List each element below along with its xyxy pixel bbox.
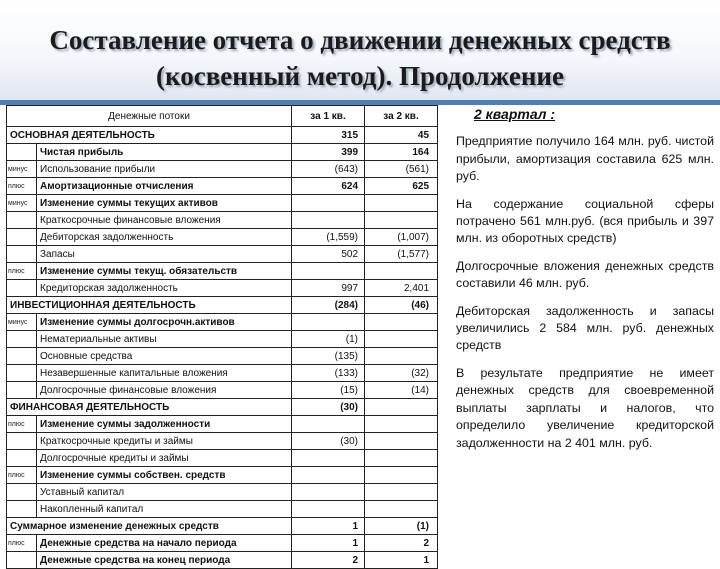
- header-q2: за 2 кв.: [365, 106, 438, 127]
- q1-value: 1: [292, 535, 365, 552]
- q1-value: 315: [292, 127, 365, 144]
- table-row: [7, 229, 438, 246]
- row-sign-marker: [7, 212, 37, 229]
- q2-value: [365, 348, 438, 365]
- q2-value: [365, 416, 438, 433]
- q1-value: 624: [292, 178, 365, 195]
- commentary-panel: [456, 106, 714, 462]
- q2-value: [365, 501, 438, 518]
- row-sign-marker: [7, 229, 37, 246]
- q2-value: [365, 314, 438, 331]
- q2-value: (561): [365, 161, 438, 178]
- table-row: [7, 161, 438, 178]
- row-label: Запасы: [37, 246, 292, 263]
- q1-value: 502: [292, 246, 365, 263]
- q1-value: (15): [292, 382, 365, 399]
- q2-value: 2: [365, 535, 438, 552]
- row-label: Краткосрочные кредиты и займы: [37, 433, 292, 450]
- table-row: [7, 365, 438, 382]
- row-label: Изменение суммы текущих активов: [37, 195, 292, 212]
- cash-flow-table-body: [7, 106, 438, 569]
- row-sign-marker: плюс: [7, 416, 37, 433]
- slide-title: Составление отчета о движении денежных средств (косвенный метод). Продолжение: [49, 25, 671, 91]
- q2-value: [365, 433, 438, 450]
- row-label: ОСНОВНАЯ ДЕЯТЕЛЬНОСТЬ: [7, 127, 292, 144]
- q2-value: [365, 467, 438, 484]
- q1-value: [292, 501, 365, 518]
- row-sign-marker: [7, 246, 37, 263]
- q2-value: (1,577): [365, 246, 438, 263]
- row-sign-marker: [7, 450, 37, 467]
- q1-value: (1,559): [292, 229, 365, 246]
- q2-value: [365, 212, 438, 229]
- row-label: Денежные средства на конец периода: [37, 552, 292, 569]
- table-row: [7, 348, 438, 365]
- q2-value: 164: [365, 144, 438, 161]
- q1-value: 997: [292, 280, 365, 297]
- row-sign-marker: минус: [7, 195, 37, 212]
- row-label: Незавершенные капитальные вложения: [37, 365, 292, 382]
- row-sign-marker: плюс: [7, 535, 37, 552]
- q2-value: 625: [365, 178, 438, 195]
- q1-value: [292, 195, 365, 212]
- q1-value: (135): [292, 348, 365, 365]
- row-label: Использование прибыли: [37, 161, 292, 178]
- table-row: [7, 280, 438, 297]
- table-row: [7, 433, 438, 450]
- row-label: Долгосрочные кредиты и займы: [37, 450, 292, 467]
- q1-value: [292, 212, 365, 229]
- row-sign-marker: плюс: [7, 178, 37, 195]
- row-label: Изменение суммы собствен. средств: [37, 467, 292, 484]
- row-label: Денежные средства на начало периода: [37, 535, 292, 552]
- table-row: [7, 382, 438, 399]
- row-sign-marker: [7, 365, 37, 382]
- table-row: [7, 144, 438, 161]
- row-label: Изменение суммы текущ. обязательств: [37, 263, 292, 280]
- q2-value: [365, 399, 438, 416]
- row-sign-marker: минус: [7, 161, 37, 178]
- q1-value: 2: [292, 552, 365, 569]
- row-sign-marker: [7, 280, 37, 297]
- row-label: Дебиторская задолженность: [37, 229, 292, 246]
- header-cash-flows: Денежные потоки: [7, 106, 292, 127]
- q1-value: (643): [292, 161, 365, 178]
- row-label: Суммарное изменение денежных средств: [7, 518, 292, 535]
- q1-value: [292, 450, 365, 467]
- commentary-paragraph: В результате предприятие не имеет денежных средств для своевременной выплаты зарплаты и налогов, что определило увеличение кредиторской задолженности на 2 401 млн. руб.: [456, 365, 714, 450]
- row-sign-marker: минус: [7, 314, 37, 331]
- table-row: [7, 263, 438, 280]
- commentary-paragraph: Дебиторская задолженность и запасы увеличились 2 584 млн. руб. денежных средств: [456, 303, 714, 353]
- commentary-paragraphs: [456, 133, 714, 452]
- row-label: Изменение суммы долгосрочн.активов: [37, 314, 292, 331]
- q1-value: (30): [292, 433, 365, 450]
- row-label: Основные средства: [37, 348, 292, 365]
- q1-value: [292, 263, 365, 280]
- row-label: Изменение суммы задолженности: [37, 416, 292, 433]
- table-section-row: [7, 518, 438, 535]
- table-row: [7, 535, 438, 552]
- q2-value: [365, 195, 438, 212]
- table-row: [7, 178, 438, 195]
- commentary-paragraph: Долгосрочные вложения денежных средств составили 46 млн. руб.: [456, 258, 714, 291]
- row-label: Краткосрочные финансовые вложения: [37, 212, 292, 229]
- row-sign-marker: [7, 484, 37, 501]
- table-section-row: [7, 127, 438, 144]
- q2-value: (1,007): [365, 229, 438, 246]
- q1-value: (133): [292, 365, 365, 382]
- table-row: [7, 246, 438, 263]
- q2-value: 1: [365, 552, 438, 569]
- table-row: [7, 467, 438, 484]
- q2-value: (1): [365, 518, 438, 535]
- table-row: [7, 484, 438, 501]
- q2-value: (32): [365, 365, 438, 382]
- row-sign-marker: плюс: [7, 467, 37, 484]
- q1-value: [292, 314, 365, 331]
- row-sign-marker: [7, 348, 37, 365]
- q2-value: [365, 450, 438, 467]
- commentary-paragraph: Предприятие получило 164 млн. руб. чистой прибыли, амортизация составила 625 млн. руб.: [456, 134, 714, 184]
- row-sign-marker: [7, 433, 37, 450]
- q2-value: [365, 484, 438, 501]
- row-sign-marker: [7, 382, 37, 399]
- table-row: [7, 552, 438, 569]
- q1-value: [292, 467, 365, 484]
- row-label: ИНВЕСТИЦИОННАЯ ДЕЯТЕЛЬНОСТЬ: [7, 297, 292, 314]
- table-section-row: [7, 297, 438, 314]
- cash-flow-table: [6, 105, 438, 569]
- row-label: Накопленный капитал: [37, 501, 292, 518]
- row-sign-marker: [7, 552, 37, 569]
- table-row: [7, 450, 438, 467]
- commentary-heading: 2 квартал :: [474, 106, 556, 122]
- q2-value: (46): [365, 297, 438, 314]
- row-label: Кредиторская задолженность: [37, 280, 292, 297]
- table-row: [7, 195, 438, 212]
- q1-value: 1: [292, 518, 365, 535]
- q1-value: [292, 484, 365, 501]
- row-label: Нематериальные активы: [37, 331, 292, 348]
- q1-value: [292, 416, 365, 433]
- table-row: [7, 314, 438, 331]
- table-row: [7, 212, 438, 229]
- table-section-row: [7, 399, 438, 416]
- row-label: Уставный капитал: [37, 484, 292, 501]
- row-label: Долгосрочные финансовые вложения: [37, 382, 292, 399]
- commentary-paragraph: На содержание социальной сферы потрачено 561 млн.руб. (вся прибыль и 397 млн. из оборотных средств): [456, 196, 714, 246]
- q2-value: [365, 263, 438, 280]
- table-row: [7, 416, 438, 433]
- row-sign-marker: [7, 501, 37, 518]
- q1-value: (284): [292, 297, 365, 314]
- table-header-row: [7, 106, 438, 127]
- row-sign-marker: плюс: [7, 263, 37, 280]
- row-label: ФИНАНСОВАЯ ДЕЯТЕЛЬНОСТЬ: [7, 399, 292, 416]
- table-row: [7, 501, 438, 518]
- table-row: [7, 331, 438, 348]
- header-q1: за 1 кв.: [292, 106, 365, 127]
- row-label: Чистая прибыль: [37, 144, 292, 161]
- q2-value: (14): [365, 382, 438, 399]
- q2-value: [365, 331, 438, 348]
- q1-value: (30): [292, 399, 365, 416]
- q2-value: 45: [365, 127, 438, 144]
- q2-value: 2,401: [365, 280, 438, 297]
- q1-value: (1): [292, 331, 365, 348]
- row-sign-marker: [7, 331, 37, 348]
- q1-value: 399: [292, 144, 365, 161]
- row-sign-marker: [7, 144, 37, 161]
- row-label: Амортизационные отчисления: [37, 178, 292, 195]
